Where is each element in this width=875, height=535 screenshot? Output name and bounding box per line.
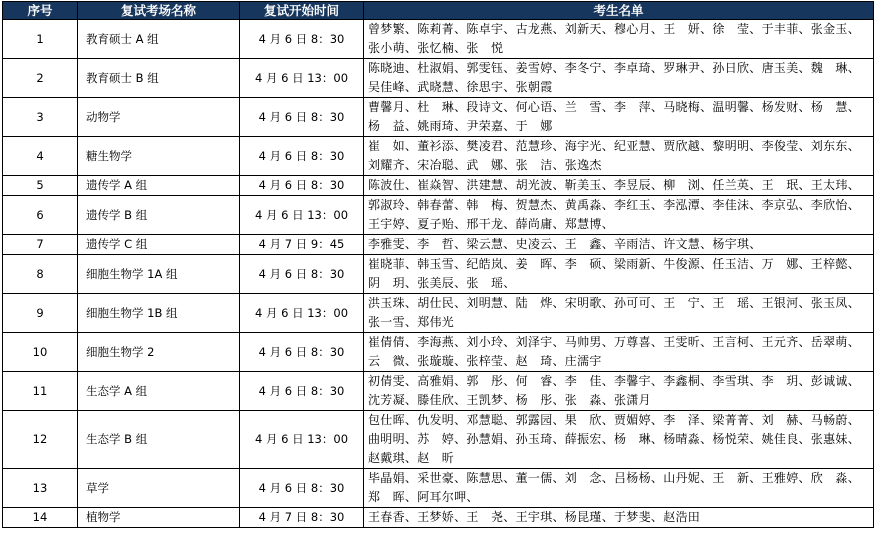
exam-room-name-cell: 遗传学 B 组	[78, 196, 240, 235]
header-exam-room-name: 复试考场名称	[78, 2, 240, 20]
start-time-cell: 4 月 6 日 8：30	[240, 20, 364, 59]
student-list-line: 崔晓菲、韩玉雪、纪皓岚、姜 晖、李 硕、梁雨新、牛俊源、任玉洁、万 娜、王梓懿、	[368, 257, 861, 271]
serial-number-cell: 8	[3, 255, 78, 294]
start-time-cell: 4 月 6 日 8：30	[240, 372, 364, 411]
exam-room-name-cell: 教育硕士 B 组	[78, 59, 240, 98]
student-list-line: 刘耀齐、宋冶聪、武 娜、张 洁、张逸杰	[368, 158, 602, 172]
student-list-line: 吴佳峰、武晓慧、徐思宇、张朝霞	[368, 80, 553, 94]
start-time-cell: 4 月 6 日 8：30	[240, 469, 364, 508]
start-time-cell: 4 月 6 日 8：30	[240, 255, 364, 294]
student-list-line: 崔 如、董衫添、樊凌君、范慧珍、海宇光、纪亚慧、贾欣越、黎明明、李俊莹、刘东东、	[368, 139, 861, 153]
serial-number-cell: 9	[3, 294, 78, 333]
table-row	[3, 333, 874, 372]
student-list-cell	[364, 98, 874, 137]
table-row	[3, 196, 874, 235]
serial-number-cell: 14	[3, 508, 78, 528]
start-time-cell: 4 月 6 日 13：00	[240, 294, 364, 333]
student-list-line: 崔倩倩、李海燕、刘小玲、刘泽宇、马帅男、万尊喜、王雯昕、王言柯、王元齐、岳翠萌、	[368, 335, 861, 349]
student-list-cell	[364, 333, 874, 372]
student-list-cell	[364, 255, 874, 294]
student-list-cell	[364, 411, 874, 469]
serial-number-cell: 2	[3, 59, 78, 98]
start-time-cell: 4 月 6 日 8：30	[240, 333, 364, 372]
serial-number-cell: 13	[3, 469, 78, 508]
start-time-cell: 4 月 7 日 8：30	[240, 508, 364, 528]
start-time-cell: 4 月 6 日 8：30	[240, 98, 364, 137]
serial-number-cell: 4	[3, 137, 78, 176]
table-row	[3, 235, 874, 255]
exam-room-name-cell: 细胞生物学 1A 组	[78, 255, 240, 294]
student-list-line: 沈芳凝、滕佳欣、王凯梦、杨 彤、张 淼、张潇月	[368, 393, 651, 407]
student-list-line: 杨 益、姚雨琦、尹荣嘉、于 娜	[368, 119, 553, 133]
student-list-cell	[364, 372, 874, 411]
student-list-line: 洪玉珠、胡仕民、刘明慧、陆 烨、宋明歌、孙可可、王 宁、王 瑶、王银河、张玉凤、	[368, 296, 861, 310]
start-time-cell: 4 月 7 日 9：45	[240, 235, 364, 255]
student-list-line: 张小萌、张忆楠、张 悦	[368, 41, 504, 55]
table-header	[3, 2, 874, 20]
table-row	[3, 59, 874, 98]
exam-room-name-cell: 植物学	[78, 508, 240, 528]
student-list-line: 郑 晖、阿耳尔呷、	[368, 490, 479, 504]
exam-room-name-cell: 动物学	[78, 98, 240, 137]
student-list-cell	[364, 20, 874, 59]
start-time-cell: 4 月 6 日 13：00	[240, 411, 364, 469]
serial-number-cell: 1	[3, 20, 78, 59]
start-time-cell: 4 月 6 日 8：30	[240, 137, 364, 176]
header-serial-number: 序号	[3, 2, 78, 20]
student-list-line: 阴 玥、张美辰、张 瑶、	[368, 276, 516, 290]
student-list-cell	[364, 59, 874, 98]
exam-room-name-cell: 遗传学 C 组	[78, 235, 240, 255]
exam-room-name-cell: 生态学 B 组	[78, 411, 240, 469]
table-row	[3, 294, 874, 333]
exam-schedule-table	[2, 1, 874, 528]
exam-room-name-cell: 草学	[78, 469, 240, 508]
student-list-line: 包仕晖、仇发明、邓慧聪、郭露园、果 欣、贾媚婷、李 泽、梁菁菁、刘 赫、马畅蔚、	[368, 413, 861, 427]
student-list-cell	[364, 176, 874, 196]
serial-number-cell: 6	[3, 196, 78, 235]
student-list-line: 曾梦繁、陈莉菁、陈卓宇、古龙燕、刘新天、穆心月、王 妍、徐 莹、于丰菲、张金玉、	[368, 22, 861, 36]
student-list-cell	[364, 196, 874, 235]
student-list-cell	[364, 508, 874, 528]
student-list-line: 曹馨月、杜 琳、段诗文、何心语、兰 雪、李 萍、马晓梅、温明馨、杨发财、杨 慧、	[368, 100, 861, 114]
student-list-line: 云 微、张璇璇、张梓莹、赵 琦、庄濡宇	[368, 354, 602, 368]
serial-number-cell: 10	[3, 333, 78, 372]
student-list-line: 陈晓迪、杜淑娟、郭雯钰、姜雪婷、李冬宁、李卓琦、罗琳尹、孙日欣、唐玉美、魏 琳、	[368, 61, 861, 75]
student-list-line: 毕晶娟、采世豪、陈慧思、董一儒、刘 念、吕杨杨、山丹妮、王 新、王雅婷、欣 淼、	[368, 471, 861, 485]
table-row	[3, 98, 874, 137]
exam-room-name-cell: 糖生物学	[78, 137, 240, 176]
student-list-cell	[364, 469, 874, 508]
student-list-line: 王春香、王梦娇、王 尧、王宇琪、杨昆瑾、于梦斐、赵浩田	[368, 510, 701, 524]
exam-room-name-cell: 遗传学 A 组	[78, 176, 240, 196]
table-row	[3, 372, 874, 411]
serial-number-cell: 11	[3, 372, 78, 411]
header-row	[3, 2, 874, 20]
start-time-cell: 4 月 6 日 8：30	[240, 176, 364, 196]
table-row	[3, 255, 874, 294]
student-list-line: 陈波仕、崔焱智、洪建慧、胡光波、靳美玉、李昱辰、柳 浏、任兰英、王 珉、王太玮、	[368, 178, 861, 192]
student-list-line: 初倩雯、高雅娟、郭 彤、何 睿、李 佳、李馨宇、李鑫桐、李雪琪、李 玥、彭诚诚、	[368, 374, 861, 388]
header-student-list: 考生名单	[364, 2, 874, 20]
table-row	[3, 176, 874, 196]
student-list-line: 曲明明、苏 婷、孙慧娟、孙玉琦、薛振宏、杨 琳、杨晴淼、杨悦荣、姚佳良、张惠妹、	[368, 432, 861, 446]
serial-number-cell: 5	[3, 176, 78, 196]
serial-number-cell: 7	[3, 235, 78, 255]
table-body	[3, 20, 874, 528]
exam-room-name-cell: 教育硕士 A 组	[78, 20, 240, 59]
student-list-line: 郭淑玲、韩春蕾、韩 梅、贺慧杰、黄禹淼、李红玉、李泓潭、李佳沫、李京弘、李欣怡、	[368, 198, 861, 212]
table-row	[3, 469, 874, 508]
exam-room-name-cell: 细胞生物学 2	[78, 333, 240, 372]
student-list-line: 李雅雯、李 哲、梁云慧、史凌云、王 鑫、辛雨洁、许文慧、杨宇琪、	[368, 237, 762, 251]
start-time-cell: 4 月 6 日 13：00	[240, 59, 364, 98]
header-start-time: 复试开始时间	[240, 2, 364, 20]
student-list-line: 赵戴琪、赵 昕	[368, 451, 455, 465]
student-list-cell	[364, 294, 874, 333]
start-time-cell: 4 月 6 日 13：00	[240, 196, 364, 235]
serial-number-cell: 12	[3, 411, 78, 469]
exam-room-name-cell: 生态学 A 组	[78, 372, 240, 411]
serial-number-cell: 3	[3, 98, 78, 137]
table-row	[3, 20, 874, 59]
table-row	[3, 411, 874, 469]
student-list-line: 王宇婷、夏子贻、邢干龙、薛尚庸、郑慧博、	[368, 217, 615, 231]
table-row	[3, 508, 874, 528]
exam-room-name-cell: 细胞生物学 1B 组	[78, 294, 240, 333]
student-list-cell	[364, 137, 874, 176]
student-list-cell	[364, 235, 874, 255]
student-list-line: 张一雪、郑伟光	[368, 315, 455, 329]
table-row	[3, 137, 874, 176]
